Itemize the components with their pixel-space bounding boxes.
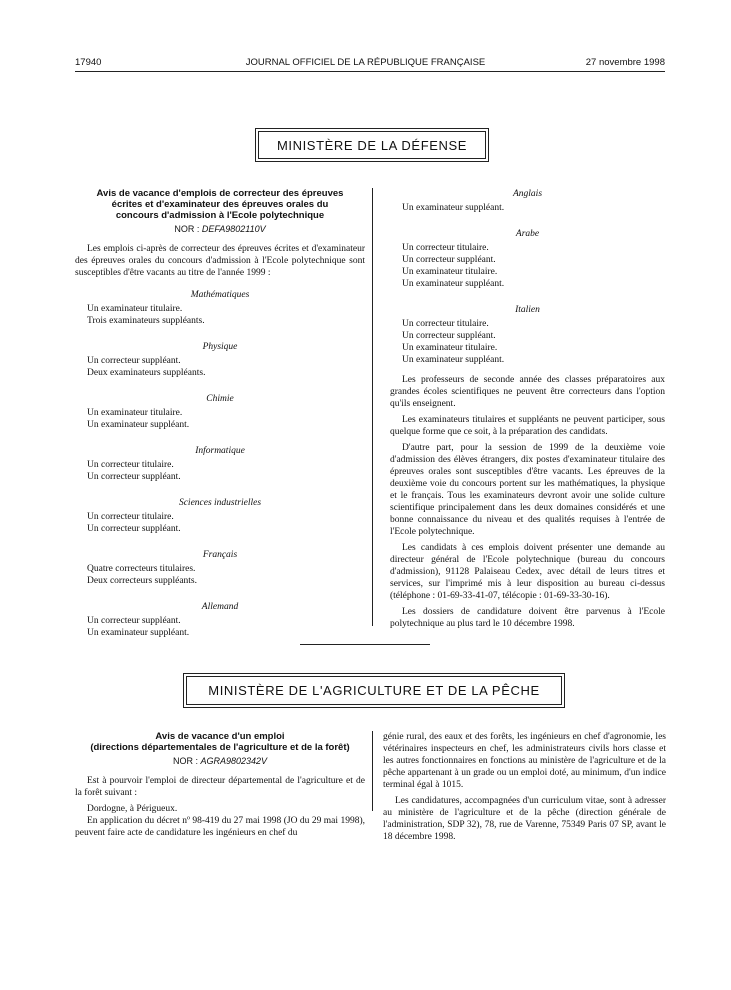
position-line: Un correcteur titulaire. (87, 460, 174, 470)
nor-label: NOR : (174, 224, 200, 234)
position-line: Un examinateur suppléant. (87, 628, 190, 638)
subjects-list-left (75, 289, 365, 639)
paragraph: Dordogne, à Périgueux. (87, 804, 178, 814)
subject-heading: Arabe (515, 229, 540, 239)
nor-code: AGRA9802342V (200, 756, 268, 766)
position-line: Un examinateur titulaire. (87, 304, 183, 314)
position-line: Un examinateur titulaire. (87, 408, 183, 418)
position-line: Un correcteur suppléant. (87, 472, 181, 482)
notice-title-line: (directions départementales de l'agriculture et de la forêt) (90, 742, 350, 753)
subject-heading: Mathématiques (190, 290, 250, 300)
position-line: Un correcteur suppléant. (402, 331, 496, 341)
subject-heading: Italien (515, 305, 540, 315)
position-line: Un examinateur suppléant. (87, 420, 190, 430)
notice-title-line: Avis de vacance d'un emploi (155, 731, 285, 742)
position-line: Un correcteur suppléant. (402, 255, 496, 265)
position-line: Un correcteur titulaire. (402, 319, 489, 329)
subject-block (390, 188, 665, 214)
paragraph: génie rural, des eaux et des forêts, les ingénieurs en chef d'agronomie, les vétérinaires inspecteurs en chef, les administrateurs civils hors classe et les autres fonctionnaires en fonctions au ministère de l'agriculture et de la pêche appartenant à un grade ou un emploi doté, au minimum, d'un indice terminal égal à 1015. (383, 732, 666, 790)
subject-heading: Français (202, 550, 238, 560)
column-divider (372, 731, 373, 811)
subject-block (75, 341, 365, 379)
subject-block (75, 393, 365, 431)
intro-paragraph: Les emplois ci-après de correcteur des épreuves écrites et d'examinateur des épreuves orales du concours d'admission à l'Ecole polytechnique sont susceptibles d'être vacants au titre de l'année 1999 : (75, 244, 365, 278)
paragraph: D'autre part, pour la session de 1999 de la deuxième voie d'admission des élèves étrangers, dix postes d'examinateur titulaire des épreuves orales sont susceptibles d'être vacants. Les épreuves de la deuxième voie du concours portent sur les mathématiques, la physique et le français. Tous les examinateurs devront avoir une solide culture scientifique principalement dans les deux domaines considérés et une bonne connaissance du niveau et des qualités requises à l'entrée de l'Ecole polytechnique. (390, 443, 665, 537)
notice-title-line: écrites et d'examinateur des épreuves orales du (111, 199, 329, 210)
position-line: Un examinateur titulaire. (402, 343, 498, 353)
ministry-heading-agriculture (183, 673, 565, 708)
notice-title-line: Avis de vacance d'emplois de correcteur des épreuves (96, 188, 344, 199)
position-line: Trois examinateurs suppléants. (87, 316, 205, 326)
conditions-paragraphs (390, 374, 665, 630)
paragraph: Les candidats à ces emplois doivent présenter une demande au directeur général de l'Ecole polytechnique (bureau du concours d'admission), 91128 Palaiseau Cedex, avec détail de leurs titres et services, sur l'imprimé mis à leur disposition au bureau ci-dessus (téléphone : 01-69-33-41-07, télécopie : 01-69-33-30-16). (390, 543, 665, 601)
notice-title-line: concours d'admission à l'Ecole polytechnique (115, 210, 325, 221)
agriculture-left-column (75, 731, 365, 843)
nor-label: NOR : (172, 756, 198, 766)
nor-reference (75, 223, 365, 235)
subject-heading: Chimie (206, 394, 234, 404)
position-line: Un correcteur suppléant. (87, 616, 181, 626)
notice-title-defense (75, 188, 365, 221)
defense-left-column (75, 188, 365, 639)
subjects-list-right (390, 188, 665, 366)
subject-heading: Sciences industrielles (178, 498, 262, 508)
journal-title: JOURNAL OFFICIEL DE LA RÉPUBLIQUE FRANÇAISE (245, 57, 486, 68)
subject-block (75, 289, 365, 327)
subject-block (75, 497, 365, 535)
subject-block (390, 228, 665, 290)
subject-block (75, 445, 365, 483)
subject-heading: Anglais (512, 189, 543, 199)
section-separator (300, 644, 430, 645)
position-line: Deux correcteurs suppléants. (87, 576, 198, 586)
position-line: Un correcteur titulaire. (87, 512, 174, 522)
position-line: Deux examinateurs suppléants. (87, 368, 206, 378)
notice-title-agriculture (75, 731, 365, 753)
paragraph: Les examinateurs titulaires et suppléants ne peuvent participer, sous quelque forme que ce soit, à la préparation des candidats. (390, 415, 665, 437)
subject-block (390, 304, 665, 366)
position-line: Quatre correcteurs titulaires. (87, 564, 196, 574)
page-number: 17940 (75, 57, 102, 68)
ministry-heading-text: MINISTÈRE DE LA DÉFENSE (258, 131, 486, 159)
column-divider (372, 188, 373, 626)
position-line: Un correcteur suppléant. (87, 356, 181, 366)
nor-code: DEFA9802110V (201, 224, 266, 234)
nor-reference (75, 755, 365, 767)
position-line: Un examinateur suppléant. (402, 279, 505, 289)
issue-date: 27 novembre 1998 (585, 57, 665, 68)
position-line: Un examinateur suppléant. (402, 203, 505, 213)
paragraph: Les candidatures, accompagnées d'un curriculum vitae, sont à adresser au ministère de l'agriculture et de la pêche (direction générale de l'administration, SDP 32), 78, rue de Varenne, 75349 Paris 07 SP, avant le 18 décembre 1998. (383, 796, 666, 842)
subject-block (75, 601, 365, 639)
agriculture-right-column (383, 731, 666, 847)
subject-heading: Informatique (195, 446, 245, 456)
position-line: Un examinateur suppléant. (402, 355, 505, 365)
position-line: Un examinateur titulaire. (402, 267, 498, 277)
paragraph: En application du décret nº 98-419 du 27 mai 1998 (JO du 29 mai 1998), peuvent faire acte de candidature les ingénieurs en chef du (75, 816, 365, 838)
ministry-heading-text: MINISTÈRE DE L'AGRICULTURE ET DE LA PÊCHE (186, 676, 562, 705)
subject-block (75, 549, 365, 587)
defense-right-column (390, 188, 665, 634)
header-rule (75, 71, 665, 72)
paragraph: Est à pourvoir l'emploi de directeur départemental de l'agriculture et de la forêt suivant : (75, 776, 365, 798)
subject-heading: Allemand (201, 602, 239, 612)
subject-heading: Physique (202, 342, 238, 352)
paragraph: Les professeurs de seconde année des classes préparatoires aux grandes écoles scientifiques ne peuvent être correcteurs dans l'option qu'ils enseignent. (390, 375, 665, 409)
paragraph: Les dossiers de candidature doivent être parvenus à l'Ecole polytechnique au plus tard le 10 décembre 1998. (390, 607, 665, 629)
ministry-heading-defense (255, 128, 489, 162)
position-line: Un correcteur suppléant. (87, 524, 181, 534)
position-line: Un correcteur titulaire. (402, 243, 489, 253)
